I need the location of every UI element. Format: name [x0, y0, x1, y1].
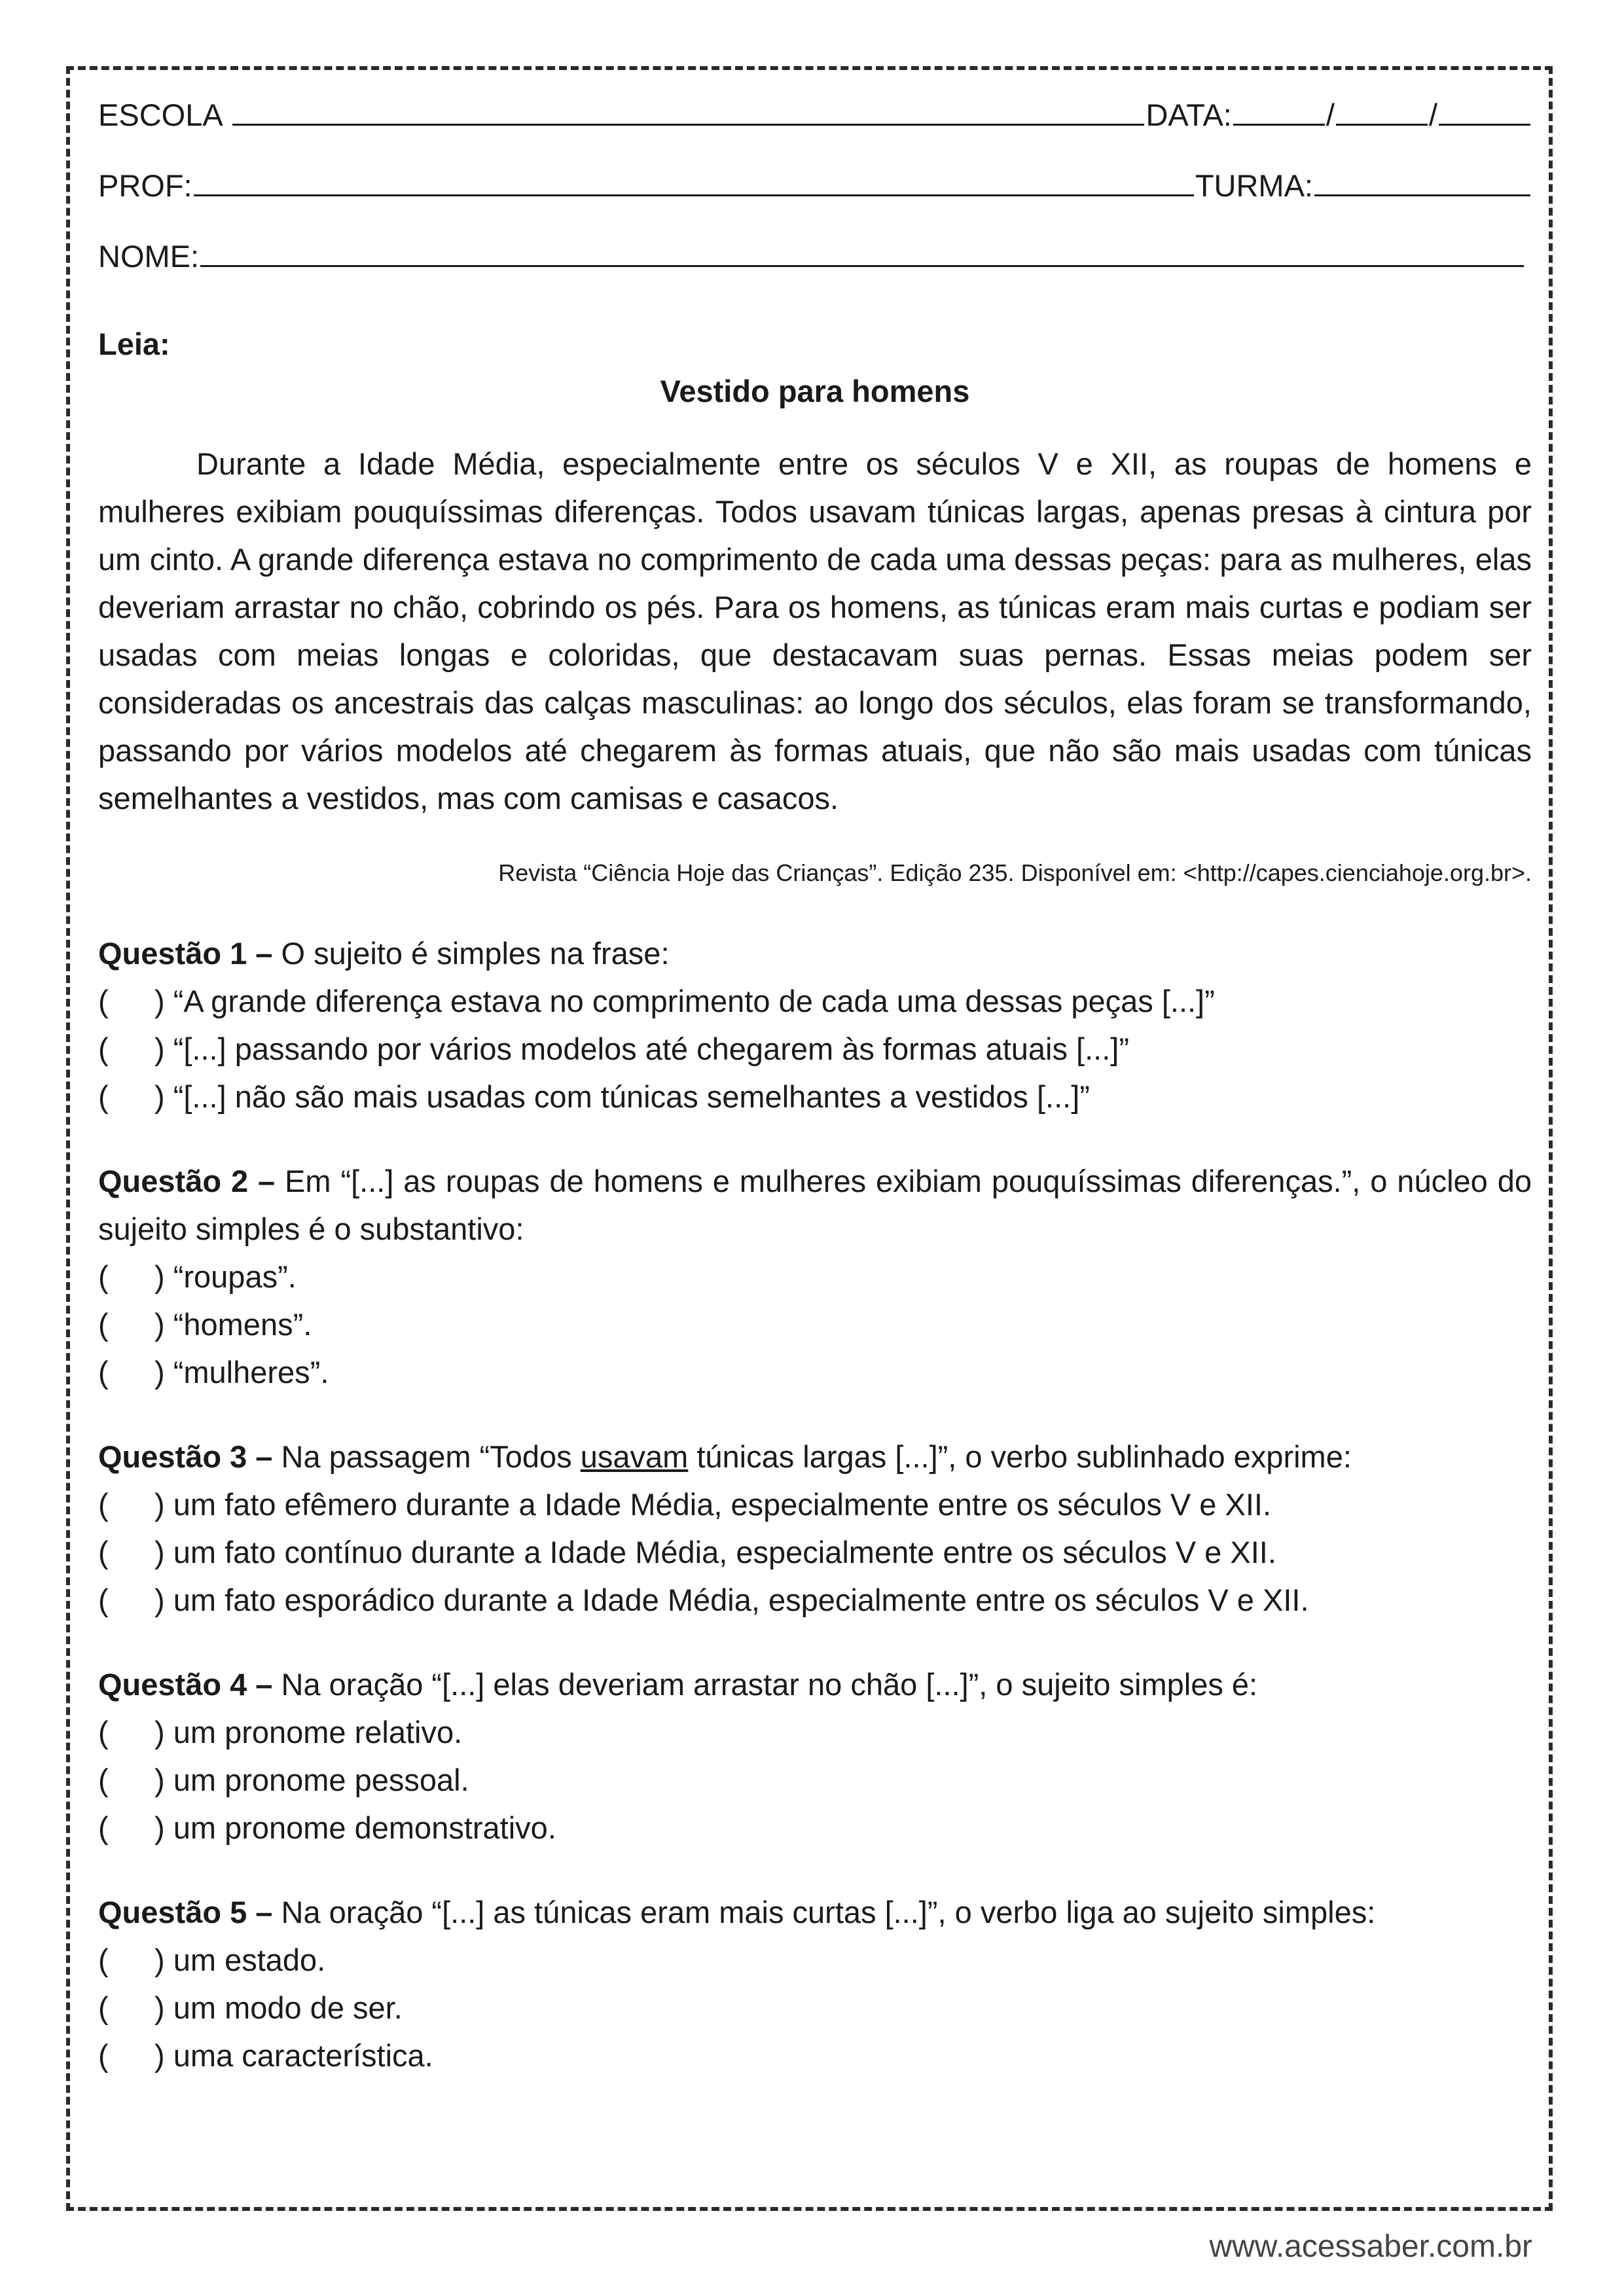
option-paren-open[interactable]: ( [98, 1763, 109, 1797]
question-3 [98, 1433, 1532, 1624]
option-row[interactable] [98, 2032, 1532, 2079]
option-text: “roupas”. [173, 1259, 297, 1294]
option-paren-open[interactable]: ( [98, 2038, 109, 2073]
option-paren-close[interactable]: ) [154, 1031, 165, 1066]
question-1 [98, 929, 1532, 1121]
underlined-verb: usavam [580, 1439, 689, 1474]
option-text: “[...] não são mais usadas com túnicas semelhantes a vestidos [...]” [173, 1079, 1090, 1114]
option-row[interactable] [98, 1300, 1532, 1348]
option-text: um estado. [173, 1943, 326, 1977]
question-stem [98, 1433, 1532, 1480]
data-label: DATA: [1146, 98, 1232, 132]
question-text-before: Na passagem “Todos [281, 1439, 581, 1474]
header-escola-row [98, 92, 1532, 162]
question-text: Na oração “[...] elas deveriam arrastar no chão [...]”, o sujeito simples é: [281, 1667, 1258, 1702]
question-text: Em “[...] as roupas de homens e mulheres exibiam pouquíssimas diferenças.”, o núcleo do sujeito simples é o substantivo: [98, 1164, 1532, 1246]
option-text: um modo de ser. [173, 1990, 403, 2025]
option-paren-close[interactable]: ) [154, 1259, 165, 1294]
reading-paragraph: Durante a Idade Média, especialmente entre os séculos V e XII, as roupas de homens e mulheres exibiam pouquíssimas diferenças. Todos usavam túnicas largas, apenas presas à cintura por um cinto. A grande diferença estava no comprimento de cada uma dessas peças: para as mulheres, elas deveriam arrastar no chão, cobrindo os pés. Para os homens, as túnicas eram mais curtas e podiam ser usadas com meias longas e coloridas, que destacavam suas pernas. Essas meias podem ser consideradas os ancestrais das calças masculinas: ao longo dos séculos, elas foram se transformando, passando por vários modelos até chegarem às formas atuais, que não são mais usadas com túnicas semelhantes a vestidos, mas com camisas e casacos. [98, 446, 1532, 816]
question-text: Na oração “[...] as túnicas eram mais curtas [...]”, o verbo liga ao sujeito simples: [281, 1895, 1376, 1929]
option-paren-close[interactable]: ) [154, 1355, 165, 1390]
question-stem [98, 929, 1532, 977]
option-paren-close[interactable]: ) [154, 1810, 165, 1845]
option-row[interactable] [98, 1576, 1532, 1624]
option-paren-open[interactable]: ( [98, 1307, 109, 1342]
worksheet [98, 92, 1532, 2079]
option-paren-open[interactable]: ( [98, 1943, 109, 1977]
option-paren-open[interactable]: ( [98, 1715, 109, 1749]
question-label: Questão 1 – [98, 936, 273, 971]
option-paren-open[interactable]: ( [98, 1535, 109, 1570]
question-2 [98, 1157, 1532, 1396]
reading-instruction: Leia: [98, 327, 170, 361]
option-paren-open[interactable]: ( [98, 1259, 109, 1294]
option-row[interactable] [98, 1756, 1532, 1804]
option-text: “A grande diferença estava no comprimento de cada uma dessas peças [...]” [173, 984, 1215, 1018]
option-row[interactable] [98, 977, 1532, 1025]
nome-label: NOME: [98, 239, 200, 274]
option-paren-open[interactable]: ( [98, 1079, 109, 1114]
question-4 [98, 1660, 1532, 1852]
nome-blank[interactable] [200, 235, 1524, 267]
option-paren-open[interactable]: ( [98, 1031, 109, 1066]
question-label: Questão 3 – [98, 1439, 273, 1474]
option-text: um fato esporádico durante a Idade Média, especialmente entre os séculos V e XII. [173, 1583, 1309, 1617]
option-row[interactable] [98, 1348, 1532, 1396]
option-paren-close[interactable]: ) [154, 1943, 165, 1977]
option-paren-open[interactable]: ( [98, 1355, 109, 1390]
option-text: “homens”. [173, 1307, 312, 1342]
escola-blank[interactable] [232, 94, 1145, 126]
option-paren-close[interactable]: ) [154, 1487, 165, 1522]
question-label: Questão 4 – [98, 1667, 273, 1702]
date-month-blank[interactable] [1336, 94, 1428, 126]
option-paren-close[interactable]: ) [154, 1079, 165, 1114]
option-row[interactable] [98, 1025, 1532, 1073]
option-text: um pronome pessoal. [173, 1763, 469, 1797]
date-day-blank[interactable] [1233, 94, 1325, 126]
option-paren-close[interactable]: ) [154, 1307, 165, 1342]
option-text: um fato efêmero durante a Idade Média, especialmente entre os séculos V e XII. [173, 1487, 1272, 1522]
date-separator-1: / [1326, 98, 1335, 132]
option-paren-open[interactable]: ( [98, 984, 109, 1018]
question-stem [98, 1888, 1532, 1936]
question-stem [98, 1660, 1532, 1708]
option-paren-close[interactable]: ) [154, 984, 165, 1018]
option-paren-close[interactable]: ) [154, 1583, 165, 1617]
turma-blank[interactable] [1314, 164, 1530, 196]
option-paren-close[interactable]: ) [154, 2038, 165, 2073]
header-prof-row [98, 162, 1532, 233]
option-paren-open[interactable]: ( [98, 1487, 109, 1522]
option-row[interactable] [98, 1528, 1532, 1576]
question-text: O sujeito é simples na frase: [281, 936, 670, 971]
option-text: um pronome relativo. [173, 1715, 463, 1749]
option-row[interactable] [98, 1073, 1532, 1121]
option-paren-open[interactable]: ( [98, 1583, 109, 1617]
option-paren-open[interactable]: ( [98, 1990, 109, 2025]
turma-label: TURMA: [1195, 168, 1313, 203]
footer-site-url[interactable]: www.acessaber.com.br [1209, 2229, 1532, 2264]
option-text: um fato contínuo durante a Idade Média, especialmente entre os séculos V e XII. [173, 1535, 1276, 1570]
prof-blank[interactable] [194, 164, 1194, 196]
option-paren-open[interactable]: ( [98, 1810, 109, 1845]
option-row[interactable] [98, 1480, 1532, 1528]
option-row[interactable] [98, 1708, 1532, 1756]
option-row[interactable] [98, 1253, 1532, 1300]
reading-source: Revista “Ciência Hoje das Crianças”. Edição 235. Disponível em: <http://capes.cienciahoje.org.br>. [498, 859, 1532, 886]
option-text: um pronome demonstrativo. [173, 1810, 556, 1845]
question-label: Questão 2 – [98, 1164, 276, 1198]
option-text: uma característica. [173, 2038, 433, 2073]
question-label: Questão 5 – [98, 1895, 273, 1929]
option-row[interactable] [98, 1984, 1532, 2032]
option-text: “[...] passando por vários modelos até chegarem às formas atuais [...]” [173, 1031, 1130, 1066]
option-paren-close[interactable]: ) [154, 1763, 165, 1797]
option-paren-close[interactable]: ) [154, 1990, 165, 2025]
option-paren-close[interactable]: ) [154, 1715, 165, 1749]
question-5 [98, 1888, 1532, 2079]
prof-label: PROF: [98, 168, 192, 203]
date-year-blank[interactable] [1439, 94, 1530, 126]
option-row[interactable] [98, 1936, 1532, 1984]
option-row[interactable] [98, 1804, 1532, 1852]
option-paren-close[interactable]: ) [154, 1535, 165, 1570]
date-separator-2: / [1428, 98, 1437, 132]
question-stem [98, 1157, 1532, 1253]
reading-title: Vestido para homens [660, 374, 970, 408]
option-text: “mulheres”. [173, 1355, 329, 1390]
question-text-after: túnicas largas [...]”, o verbo sublinhado exprime: [688, 1439, 1352, 1474]
escola-label: ESCOLA [98, 98, 223, 132]
header-nome-row [98, 233, 1532, 304]
